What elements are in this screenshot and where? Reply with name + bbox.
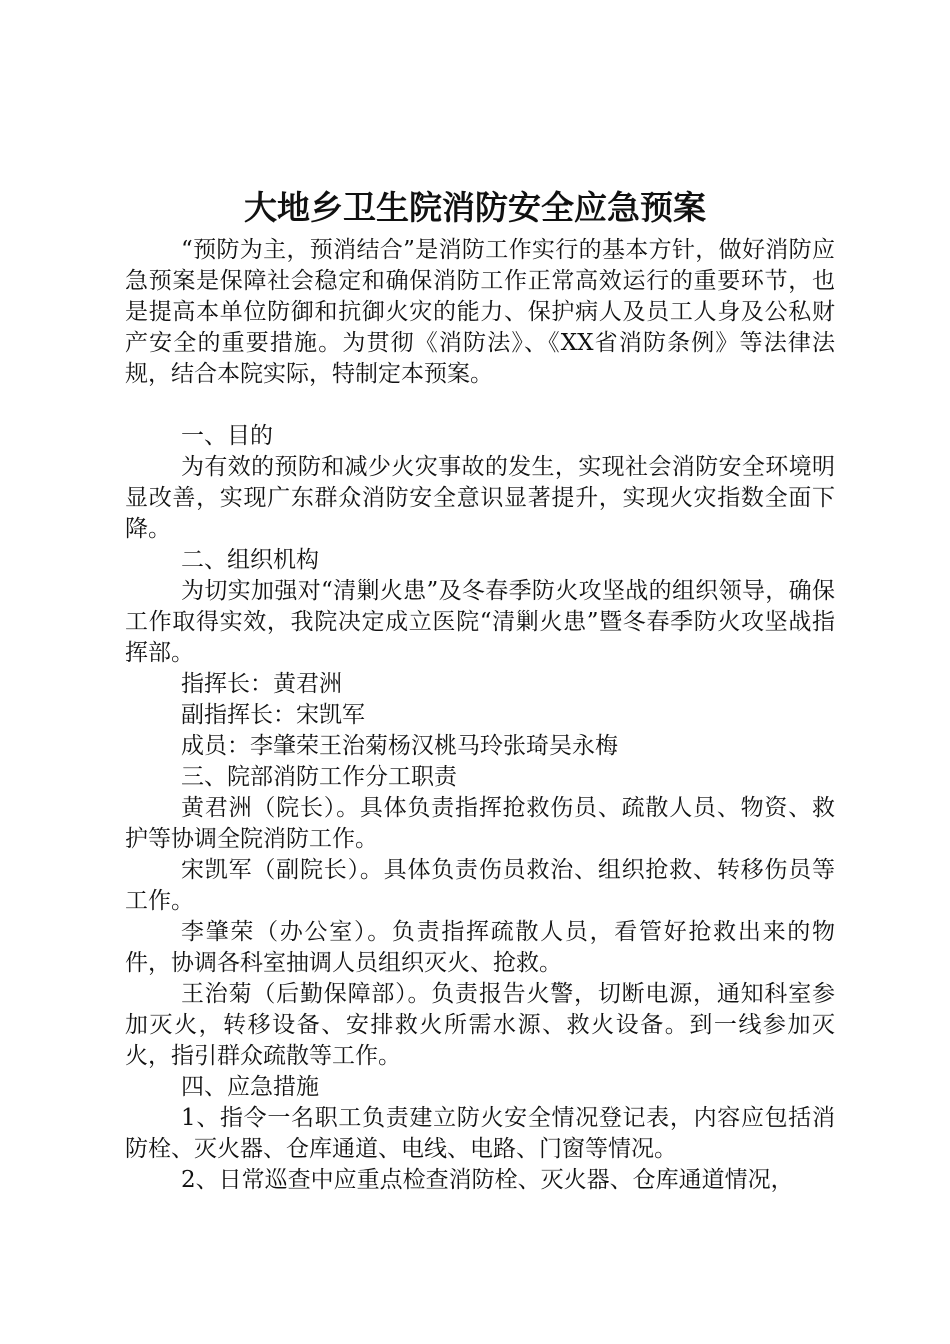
duty-paragraph-director: 黄君洲（院长）。具体负责指挥抢救伤员、疏散人员、物资、救护等协调全院消防工作。	[125, 795, 835, 852]
section-heading-purpose: 一、目的	[181, 423, 273, 449]
measure-paragraph-1: 1、指令一名职工负责建立防火安全情况登记表，内容应包括消防栓、灭火器、仓库通道、电线、电路、门窗等情况。	[125, 1105, 835, 1162]
section-heading-organization: 二、组织机构	[181, 547, 319, 573]
paragraph-gap	[125, 390, 835, 421]
intro-paragraph: “预防为主，预消结合”是消防工作实行的基本方针，做好消防应急预案是保障社会稳定和确保消防工作正常高效运行的重要环节，也是提高本单位防御和抗御火灾的能力、保护病人及员工人身及公私财产安全的重要措施。为贯彻《消防法》、《XX省消防条例》等法律法规，结合本院实际，特制定本预案。	[125, 237, 835, 387]
document-body	[125, 235, 835, 1196]
purpose-paragraph: 为有效的预防和减少火灾事故的发生，实现社会消防安全环境明显改善，实现广东群众消防安全意识显著提升，实现火灾指数全面下降。	[125, 454, 835, 542]
duty-paragraph-logistics: 王治菊（后勤保障部）。负责报告火警，切断电源，通知科室参加灭火，转移设备、安排救火所需水源、救火设备。到一线参加灭火，指引群众疏散等工作。	[125, 981, 835, 1069]
measure-paragraph-2: 2、日常巡查中应重点检查消防栓、灭火器、仓库通道情况，	[181, 1167, 794, 1193]
duty-paragraph-office: 李肇荣（办公室）。负责指挥疏散人员，看管好抢救出来的物件，协调各科室抽调人员组织灭火、抢救。	[125, 919, 835, 976]
deputy-commander-line: 副指挥长：宋凯军	[181, 702, 365, 728]
commander-line: 指挥长：黄君洲	[181, 671, 342, 697]
section-heading-duties: 三、院部消防工作分工职责	[181, 764, 457, 790]
document-title: 大地乡卫生院消防安全应急预案	[244, 188, 706, 227]
organization-paragraph: 为切实加强对“清剿火患”及冬春季防火攻坚战的组织领导，确保工作取得实效，我院决定成立医院“清剿火患”暨冬春季防火攻坚战指挥部。	[125, 578, 835, 666]
duty-paragraph-deputy-director: 宋凯军（副院长）。具体负责伤员救治、组织抢救、转移伤员等工作。	[125, 857, 835, 914]
members-line: 成员：李肇荣王治菊杨汉桃马玲张琦吴永梅	[181, 733, 618, 759]
section-heading-measures: 四、应急措施	[181, 1074, 319, 1100]
